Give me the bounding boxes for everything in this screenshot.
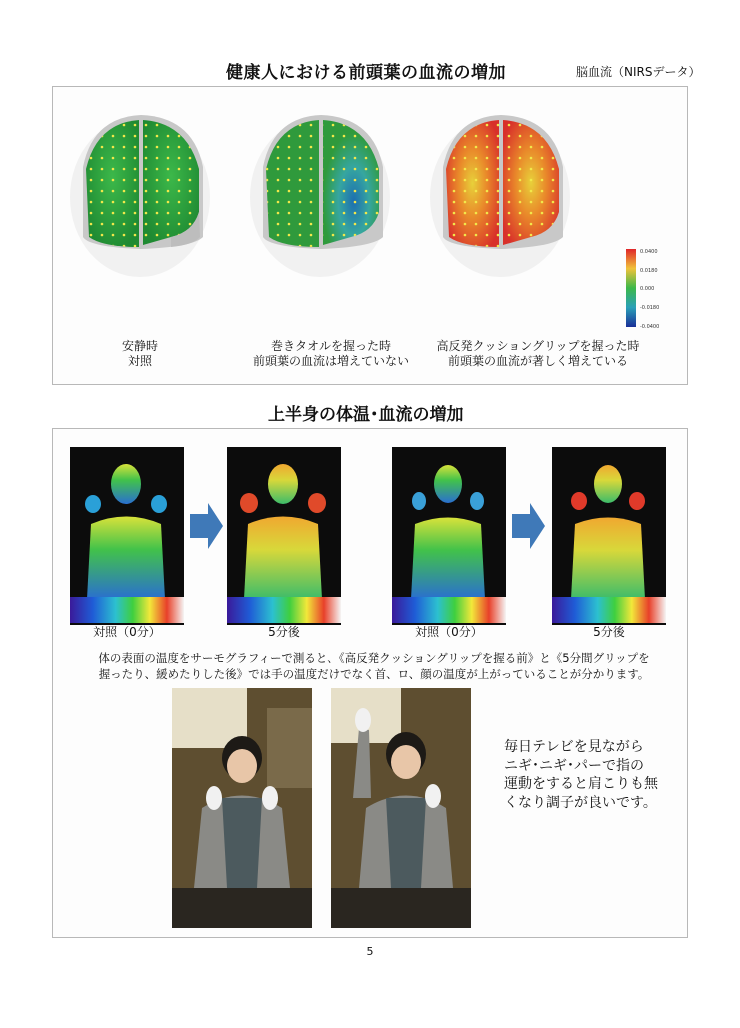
- brain-caption-rest: [70, 339, 210, 369]
- caption-line: 前頭葉の血流が著しく増えている: [447, 354, 628, 368]
- colorbar-tick: 0.0180: [640, 268, 658, 274]
- brain-rest-image: [70, 115, 210, 277]
- thermo-caption: 対照（0分）: [415, 625, 483, 639]
- brain-grip-image: [430, 115, 570, 277]
- caption-line: 安静時: [121, 339, 158, 353]
- arrow-right-icon: [190, 503, 223, 549]
- caption-line: 前頭葉の血流は増えていない: [252, 354, 409, 368]
- thermo-caption: 5分後: [268, 625, 300, 639]
- brain-towel-image: [250, 115, 390, 277]
- testimonial-line: くなり調子が良いです。: [504, 794, 657, 811]
- brain-caption-grip: [423, 339, 653, 369]
- thermo-control-2-image: [392, 447, 506, 625]
- colorbar-tick: 0.000: [640, 286, 655, 292]
- thermo-5min-2-image: [552, 447, 666, 625]
- thermo-caption: 対照（0分）: [93, 625, 161, 639]
- caption-line: 対照: [127, 354, 152, 368]
- section2-title: 上半身の体温･血流の増加: [268, 405, 464, 425]
- testimonial-line: 毎日テレビを見ながら: [504, 739, 644, 755]
- colorbar: [626, 249, 636, 327]
- colorbar-tick: -0.0400: [640, 324, 660, 330]
- testimonial-line: ニギ･ニギ･パーで指の: [504, 757, 644, 774]
- description-line: 握ったり、緩めたりした後》では手の温度だけでなく首、ロ、顔の温度が上がっていることが分かります。: [98, 667, 650, 681]
- thermo-caption: 5分後: [593, 625, 625, 639]
- photo-woman-2: [331, 688, 471, 928]
- section1-subtitle: 脳血流（NIRSデータ）: [576, 65, 701, 79]
- section1-title: 健康人における前頭葉の血流の増加: [226, 63, 506, 83]
- colorbar-tick: 0.0400: [640, 249, 658, 255]
- brain-caption-towel: [231, 339, 431, 369]
- photo-woman-1: [172, 688, 312, 928]
- caption-line: 巻きタオルを握った時: [270, 339, 391, 353]
- thermo-control-1-image: [70, 447, 184, 625]
- thermo-description: [80, 650, 668, 682]
- testimonial-text: [504, 738, 674, 812]
- colorbar-tick: -0.0180: [640, 305, 660, 311]
- description-line: 体の表面の温度をサーモグラフィーで測ると､《高反発クッショングリップを握る前》と《5分間グリップを: [98, 651, 650, 665]
- page-number: 5: [366, 945, 374, 958]
- caption-line: 高反発クッショングリップを握った時: [436, 339, 640, 353]
- thermo-5min-1-image: [227, 447, 341, 625]
- thermography-images: [53, 429, 687, 629]
- brain-figure-box: [52, 86, 688, 385]
- arrow-right-icon: [512, 503, 545, 549]
- testimonial-line: 運動をすると肩こりも無: [504, 776, 658, 792]
